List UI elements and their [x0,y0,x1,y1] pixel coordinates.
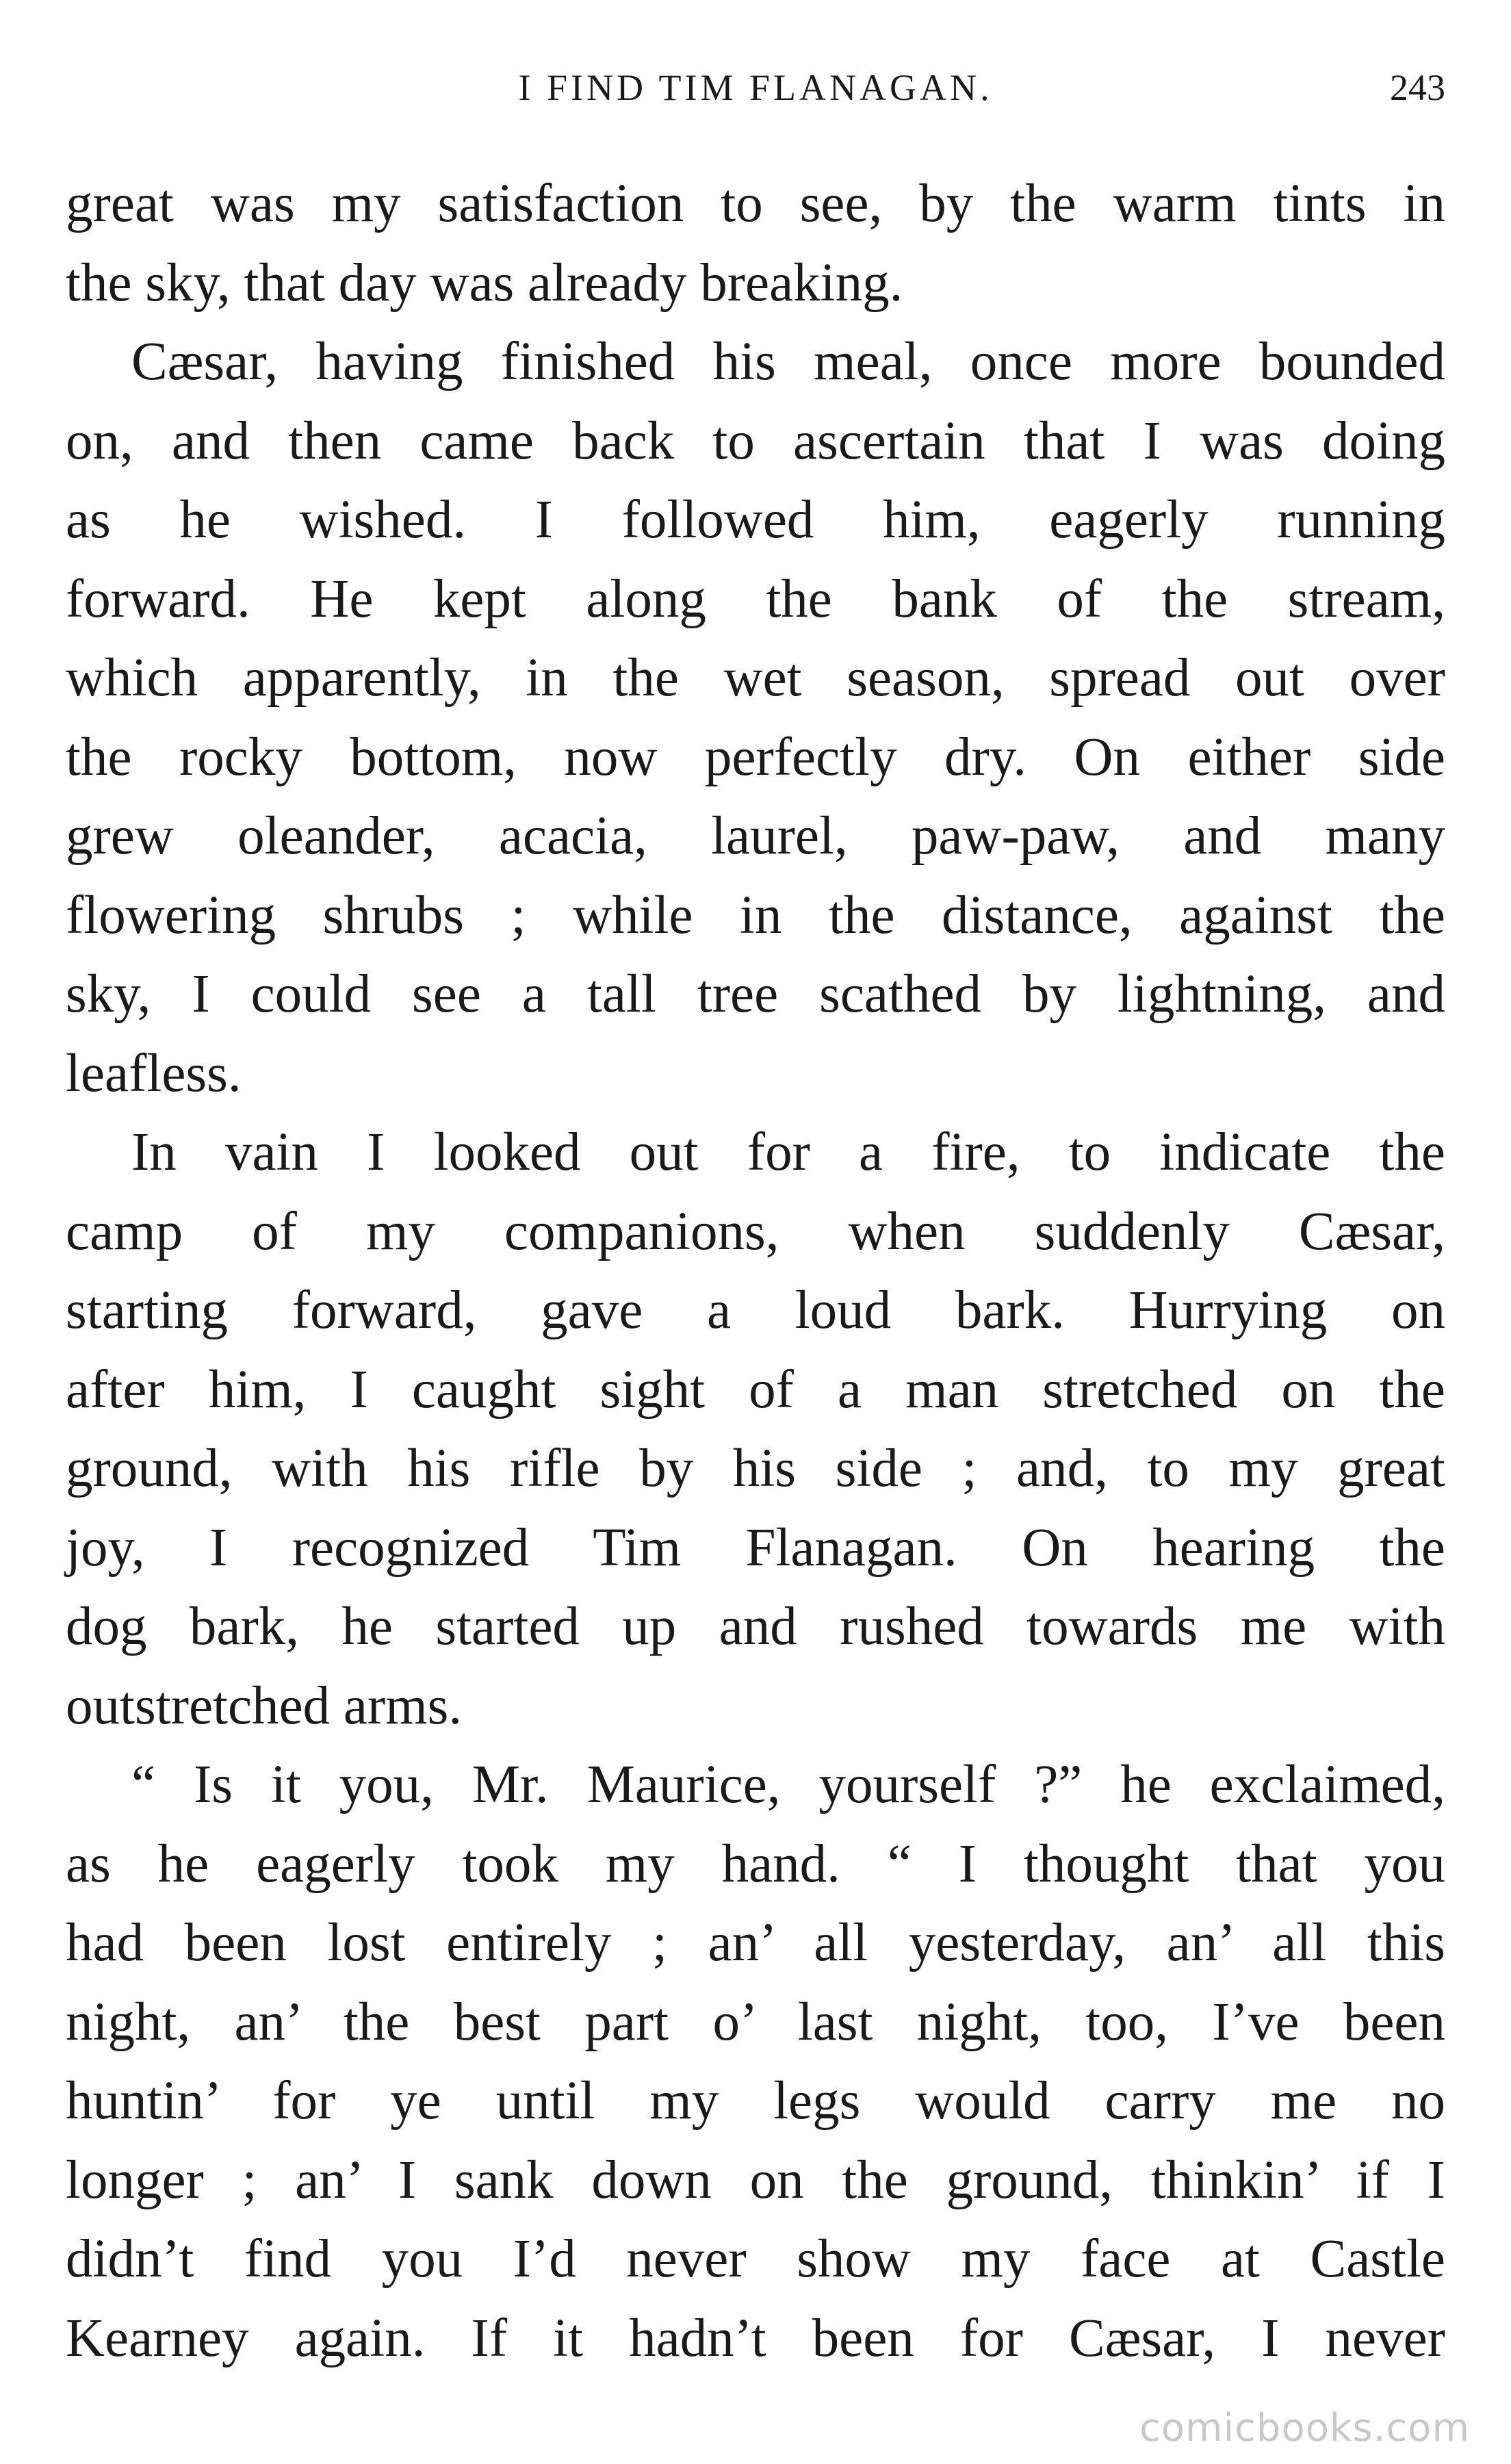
text-line: leafless. [66,1043,242,1103]
text-line: camp of my companions, when suddenly Cæsar, [66,1201,1445,1261]
text-line: joy, I recognized Tim Flanagan. On hearing the [66,1517,1445,1578]
running-head [66,60,1445,115]
text-line: grew oleander, acacia, laurel, paw-paw, and many [66,806,1445,866]
text-line: which apparently, in the wet season, spread out over [66,648,1445,708]
text-line: as he wished. I followed him, eagerly running [66,490,1445,550]
text-line: the rocky bottom, now perfectly dry. On either side [66,727,1445,787]
text-line: In vain I looked out for a fire, to indicate the [131,1122,1445,1182]
text-line: the sky, that day was already breaking. [66,253,903,313]
text-line: forward. He kept along the bank of the stream, [66,569,1445,629]
text-line: longer ; an’ I sank down on the ground, thinkin’ if I [66,2150,1445,2210]
text-line: as he eagerly took my hand. “ I thought that you [66,1834,1445,1894]
text-line: didn’t find you I’d never show my face at Castle [66,2229,1445,2289]
paragraph [66,164,1445,322]
text-line: night, an’ the best part o’ last night, too, I’ve been [66,1992,1445,2052]
paragraph [66,1745,1445,2378]
page-number: 243 [1390,67,1445,108]
body-text [66,164,1445,2378]
paragraph [66,322,1445,1113]
text-line: great was my satisfaction to see, by the warm tints in [66,174,1445,233]
text-line: Cæsar, having finished his meal, once more bounded [131,332,1445,392]
text-line: huntin’ for ye until my legs would carry me no [66,2071,1445,2131]
text-line: sky, I could see a tall tree scathed by lightning, and [66,964,1445,1024]
text-line: on, and then came back to ascertain that I was doing [66,411,1445,471]
text-line: starting forward, gave a loud bark. Hurrying on [66,1281,1445,1340]
text-line: ground, with his rifle by his side ; and, to my great [66,1439,1445,1498]
text-line: after him, I caught sight of a man stretched on the [66,1359,1445,1420]
running-title: I FIND TIM FLANAGAN. [518,67,993,108]
text-line: outstretched arms. [66,1676,463,1736]
paragraph [66,1113,1445,1745]
text-line: Kearney again. If it hadn’t been for Cæsar, I never [66,2308,1445,2368]
text-line: dog bark, he started up and rushed towards me with [66,1597,1445,1656]
text-line: had been lost entirely ; an’ all yesterday, an’ all this [66,1913,1445,1973]
watermark: comicbooks.com [1139,2406,1470,2450]
text-line: “ Is it you, Mr. Maurice, yourself ?” he exclaimed, [131,1755,1445,1814]
text-line: flowering shrubs ; while in the distance, against the [66,885,1445,945]
